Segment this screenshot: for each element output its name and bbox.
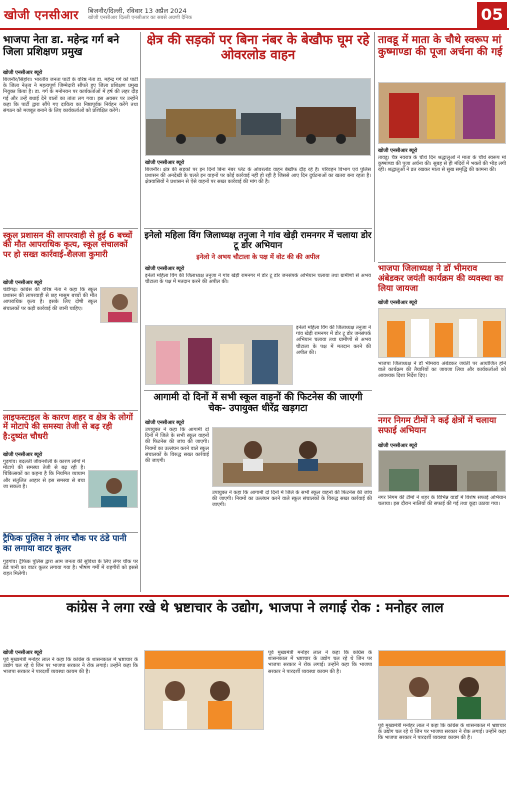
masthead bbox=[0, 0, 509, 30]
edition-date: बिजनौर/दिल्ली, रविवार 13 अप्रैल 2024 bbox=[88, 7, 187, 15]
photo-portrait-a4-image bbox=[101, 288, 138, 323]
byline-a4: खोजी एनसीआर ब्यूरो bbox=[3, 280, 43, 286]
headline-a2: क्षेत्र की सड़कों पर बिना नंबर के बेखौफ घूम रहे ओवरलोड वाहन bbox=[146, 33, 370, 63]
body-a7: इनेलो महिला विंग की जिलाध्यक्ष तनुजा ने गांव खेड़ी रामनगर में डोर टू डोर जनसंपर्क अभियान चलाया तथा ग्रामीणों से अभय चौटाला के पक्ष में मतदान करने की अपील की। bbox=[145, 273, 371, 286]
headline-a3: तावडू में माता के चौथे स्वरूप मां कुष्माण्डा की पूजा अर्चना की गई bbox=[378, 34, 503, 59]
column-divider bbox=[374, 32, 375, 262]
byline-a11: खोजी एनसीआर ब्यूरो bbox=[3, 650, 43, 656]
body-a10: नगर निगम की टीमों ने शहर के विभिन्न वार्डों में विशेष सफाई अभियान चलाया। इस दौरान नालियों की सफाई की गई तथा कूड़ा उठाया गया। bbox=[378, 495, 506, 508]
headline-a8: भाजपा जिलाध्यक्ष ने डॉ भीमराव अंबेडकर जयंती कार्यक्रम की व्यवस्था का लिया जायजा bbox=[378, 264, 504, 294]
body-a2: बिजनौर। क्षेत्र की सड़कों पर इन दिनों बिना नंबर प्लेट के ओवरलोड वाहन बेखौफ दौड़ रहे हैं। परिवहन विभाग एवं पुलिस प्रशासन की अनदेखी के चलते इन वाहनों पर कोई कार्रवाई नहीं हो रही है जिससे आए दिन दुर्घटनाओं का खतरा बना रहता है। क्षेत्रवासियों ने प्रशासन से ऐसे वाहनों पर सख्त कार्रवाई की मांग की है। bbox=[145, 167, 371, 186]
section-divider bbox=[3, 228, 138, 229]
subheadline-a7: इनेलो ने अभय चौटाला के पक्ष में वोट की की अपील bbox=[196, 253, 320, 261]
headline-a5: लाइफस्टाइल के कारण शहर व क्षेत्र के लोगों में मोटापे की समस्या तेजी से बढ़ रही है:दुष्यंत चौधरी bbox=[3, 412, 133, 441]
body-a11-right: पूर्व मुख्यमंत्री मनोहर लाल ने कहा कि कांग्रेस के शासनकाल में भ्रष्टाचार के उद्योग चल रहे थे जिन पर भाजपा सरकार ने रोक लगाई। उन्होंने कहा कि भाजपा सरकार ने पारदर्शी व्यवस्था कायम की है। bbox=[378, 723, 506, 742]
photo-rally-1-image bbox=[145, 651, 264, 730]
byline-a2: खोजी एनसीआर ब्यूरो bbox=[145, 160, 185, 166]
body-a5: गुड़गांव। बदलती जीवनशैली के कारण लोगों में मोटापे की समस्या तेजी से बढ़ रही है। चिकित्सकों का कहना है कि नियमित व्यायाम और संतुलित आहार से इस समस्या से बचा जा सकता है। bbox=[3, 459, 85, 490]
column-divider bbox=[140, 32, 141, 592]
body-a11: पूर्व मुख्यमंत्री मनोहर लाल ने कहा कि कांग्रेस के शासनकाल में भ्रष्टाचार के उद्योग चल रहे थे जिन पर भाजपा सरकार ने रोक लगाई। उन्होंने कहा कि भाजपा सरकार ने पारदर्शी व्यवस्था कायम की है। bbox=[3, 657, 138, 676]
brand-name: खोजी एनसीआर bbox=[4, 8, 79, 22]
headline-a11: कांग्रेस ने लगा रखे थे भ्रष्टाचार के उद्योग, भाजपा ने लगाई रोक : मनोहर लाल bbox=[66, 600, 444, 616]
photo-temple-puja bbox=[378, 82, 506, 144]
section-divider bbox=[3, 410, 138, 411]
photo-ambedkar-event bbox=[378, 308, 506, 358]
photo-meeting bbox=[212, 427, 372, 487]
headline-a1: भाजपा नेता डा. महेन्द्र गर्ग बने जिला प्रशिक्षण प्रमुख bbox=[3, 34, 120, 59]
byline-a9: खोजी एनसीआर ब्यूरो bbox=[145, 420, 185, 426]
bottom-feature bbox=[0, 595, 509, 647]
photo-rally-2 bbox=[378, 650, 506, 720]
byline-a3: खोजी एनसीआर ब्यूरो bbox=[378, 148, 418, 154]
body-a4: चंडीगढ़। कांग्रेस की वरिष्ठ नेता ने कहा कि स्कूल प्रशासन की लापरवाही से छह मासूम बच्चों की मौत आपराधिक कृत्य है। इसके लिए दोषी स्कूल संचालकों पर कड़ी कार्रवाई की जानी चाहिए। bbox=[3, 287, 97, 312]
body-a11-cont: पूर्व मुख्यमंत्री मनोहर लाल ने कहा कि कांग्रेस के शासनकाल में भ्रष्टाचार के उद्योग चल रहे थे जिन पर भाजपा सरकार ने रोक लगाई। उन्होंने कहा कि भाजपा सरकार ने पारदर्शी व्यवस्था कायम की है। bbox=[268, 650, 372, 675]
headline-a9: आगामी दो दिनों में सभी स्कूल वाहनों की फिटनेस की जाएगी चेक- उपायुक्त धीरेंद्र खड़गटा bbox=[153, 392, 363, 414]
photo-campaign-image bbox=[146, 326, 293, 385]
section-divider bbox=[144, 228, 372, 229]
photo-temple-puja-image bbox=[379, 83, 506, 144]
byline-a1: खोजी एनसीआर ब्यूरो bbox=[3, 70, 43, 76]
body-a8: भाजपा जिलाध्यक्ष ने डॉ भीमराव अंबेडकर जयंती पर आयोजित होने वाले कार्यक्रम की तैयारियों का जायजा लिया और कार्यकर्ताओं को आवश्यक दिशा निर्देश दिए। bbox=[378, 361, 506, 380]
photo-rally-2-image bbox=[379, 651, 506, 720]
photo-portrait-a4 bbox=[100, 287, 138, 323]
body-a9: उपायुक्त ने कहा कि आगामी दो दिनों में जिले के सभी स्कूल वाहनों की फिटनेस की जांच की जाएगी। नियमों का उल्लंघन करने वाले स्कूल संचालकों के विरुद्ध सख्त कार्रवाई की जाएगी। bbox=[145, 427, 209, 465]
section-divider bbox=[144, 390, 372, 391]
body-a3: तावडू। चैत्र नवरात्र के चौथे दिन श्रद्धालुओं ने माता के चौथे स्वरूप मां कुष्माण्डा की पूजा अर्चना की। सुबह से ही मंदिरों में भक्तों की भीड़ लगी रही। श्रद्धालुओं ने व्रत रखकर माता से सुख समृद्धि की कामना की। bbox=[378, 155, 506, 174]
body-a1: बिजनौर/सिहोरा। भारतीय जनता पार्टी के वरिष्ठ नेता डा. महेन्द्र गर्ग को पार्टी के जिला नेतृत्व ने महत्वपूर्ण जिम्मेदारी सौंपते हुए जिला प्रशिक्षण प्रमुख नियुक्त किया है। डा. गर्ग के मनोनयन पर कार्यकर्ताओं में हर्ष की लहर दौड़ गई और उन्हें बधाई देने वालों का तांता लग गया। इस अवसर पर उन्होंने कहा कि पार्टी द्वारा सौंपे गए दायित्व का निष्ठापूर्वक निर्वहन करेंगे तथा संगठन को मजबूत बनाने के लिए कार्यकर्ताओं को प्रशिक्षित करेंगे। bbox=[3, 77, 138, 115]
headline-a6: ट्रैफिक पुलिस ने लंगर चौक पर ठंडे पानी का लगाया वाटर कूलर bbox=[3, 534, 127, 554]
section-divider bbox=[3, 532, 138, 533]
photo-campaign bbox=[145, 325, 293, 385]
byline-a5: खोजी एनसीआर ब्यूरो bbox=[3, 452, 43, 458]
photo-sanitation bbox=[378, 450, 506, 492]
headline-a7: इनेलो महिला विंग जिलाध्यक्ष तनुजा ने गांव खेड़ी रामनगर में चलाया डोर टू डोर अभियान bbox=[144, 231, 372, 252]
photo-portrait-a5 bbox=[88, 470, 138, 508]
photo-rally-1 bbox=[144, 650, 264, 730]
byline-a8: खोजी एनसीआर ब्यूरो bbox=[378, 300, 418, 306]
page-number: 05 bbox=[477, 2, 507, 28]
photo-meeting-image bbox=[213, 428, 372, 487]
byline-a10: खोजी एनसीआर ब्यूरो bbox=[378, 443, 418, 449]
photo-ambedkar-event-image bbox=[379, 309, 506, 358]
byline-a7: खोजी एनसीआर ब्यूरो bbox=[145, 266, 185, 272]
body-a9-cont: उपायुक्त ने कहा कि आगामी दो दिनों में जिले के सभी स्कूल वाहनों की फिटनेस की जांच की जाएगी। नियमों का उल्लंघन करने वाले स्कूल संचालकों के विरुद्ध सख्त कार्रवाई की जाएगी। bbox=[212, 490, 372, 509]
photo-traffic-road bbox=[145, 78, 371, 156]
body-a7-cont: इनेलो महिला विंग की जिलाध्यक्ष तनुजा ने गांव खेड़ी रामनगर में डोर टू डोर जनसंपर्क अभियान चलाया तथा ग्रामीणों से अभय चौटाला के पक्ष में मतदान करने की अपील की। bbox=[296, 325, 371, 356]
photo-sanitation-image bbox=[379, 451, 506, 492]
edition-tagline: खोजी एनसीआर दिल्ली एनसीआर का सबसे अग्रणी दैनिक bbox=[88, 15, 193, 21]
headline-a4: स्कूल प्रशासन की लापरवाही से हुई 6 बच्चों की मौत आपराधिक कृत्य, स्कूल संचालकों पर हो सख्त कार्रवाई-शैलजा कुमारी bbox=[3, 230, 133, 259]
photo-traffic-road-image bbox=[146, 79, 371, 156]
body-a6: गुड़गांव। ट्रैफिक पुलिस द्वारा आम जनता की सुविधा के लिए लंगर चौक पर ठंडे पानी का वाटर कूलर लगाया गया है। भीषण गर्मी में राहगीरों को इससे राहत मिलेगी। bbox=[3, 559, 138, 578]
section-divider bbox=[378, 414, 506, 415]
headline-a10: नगर निगम टीमों ने कई क्षेत्रों में चलाया सफाई अभियान bbox=[378, 416, 497, 436]
photo-portrait-a5-image bbox=[89, 471, 138, 508]
section-divider bbox=[378, 262, 506, 263]
